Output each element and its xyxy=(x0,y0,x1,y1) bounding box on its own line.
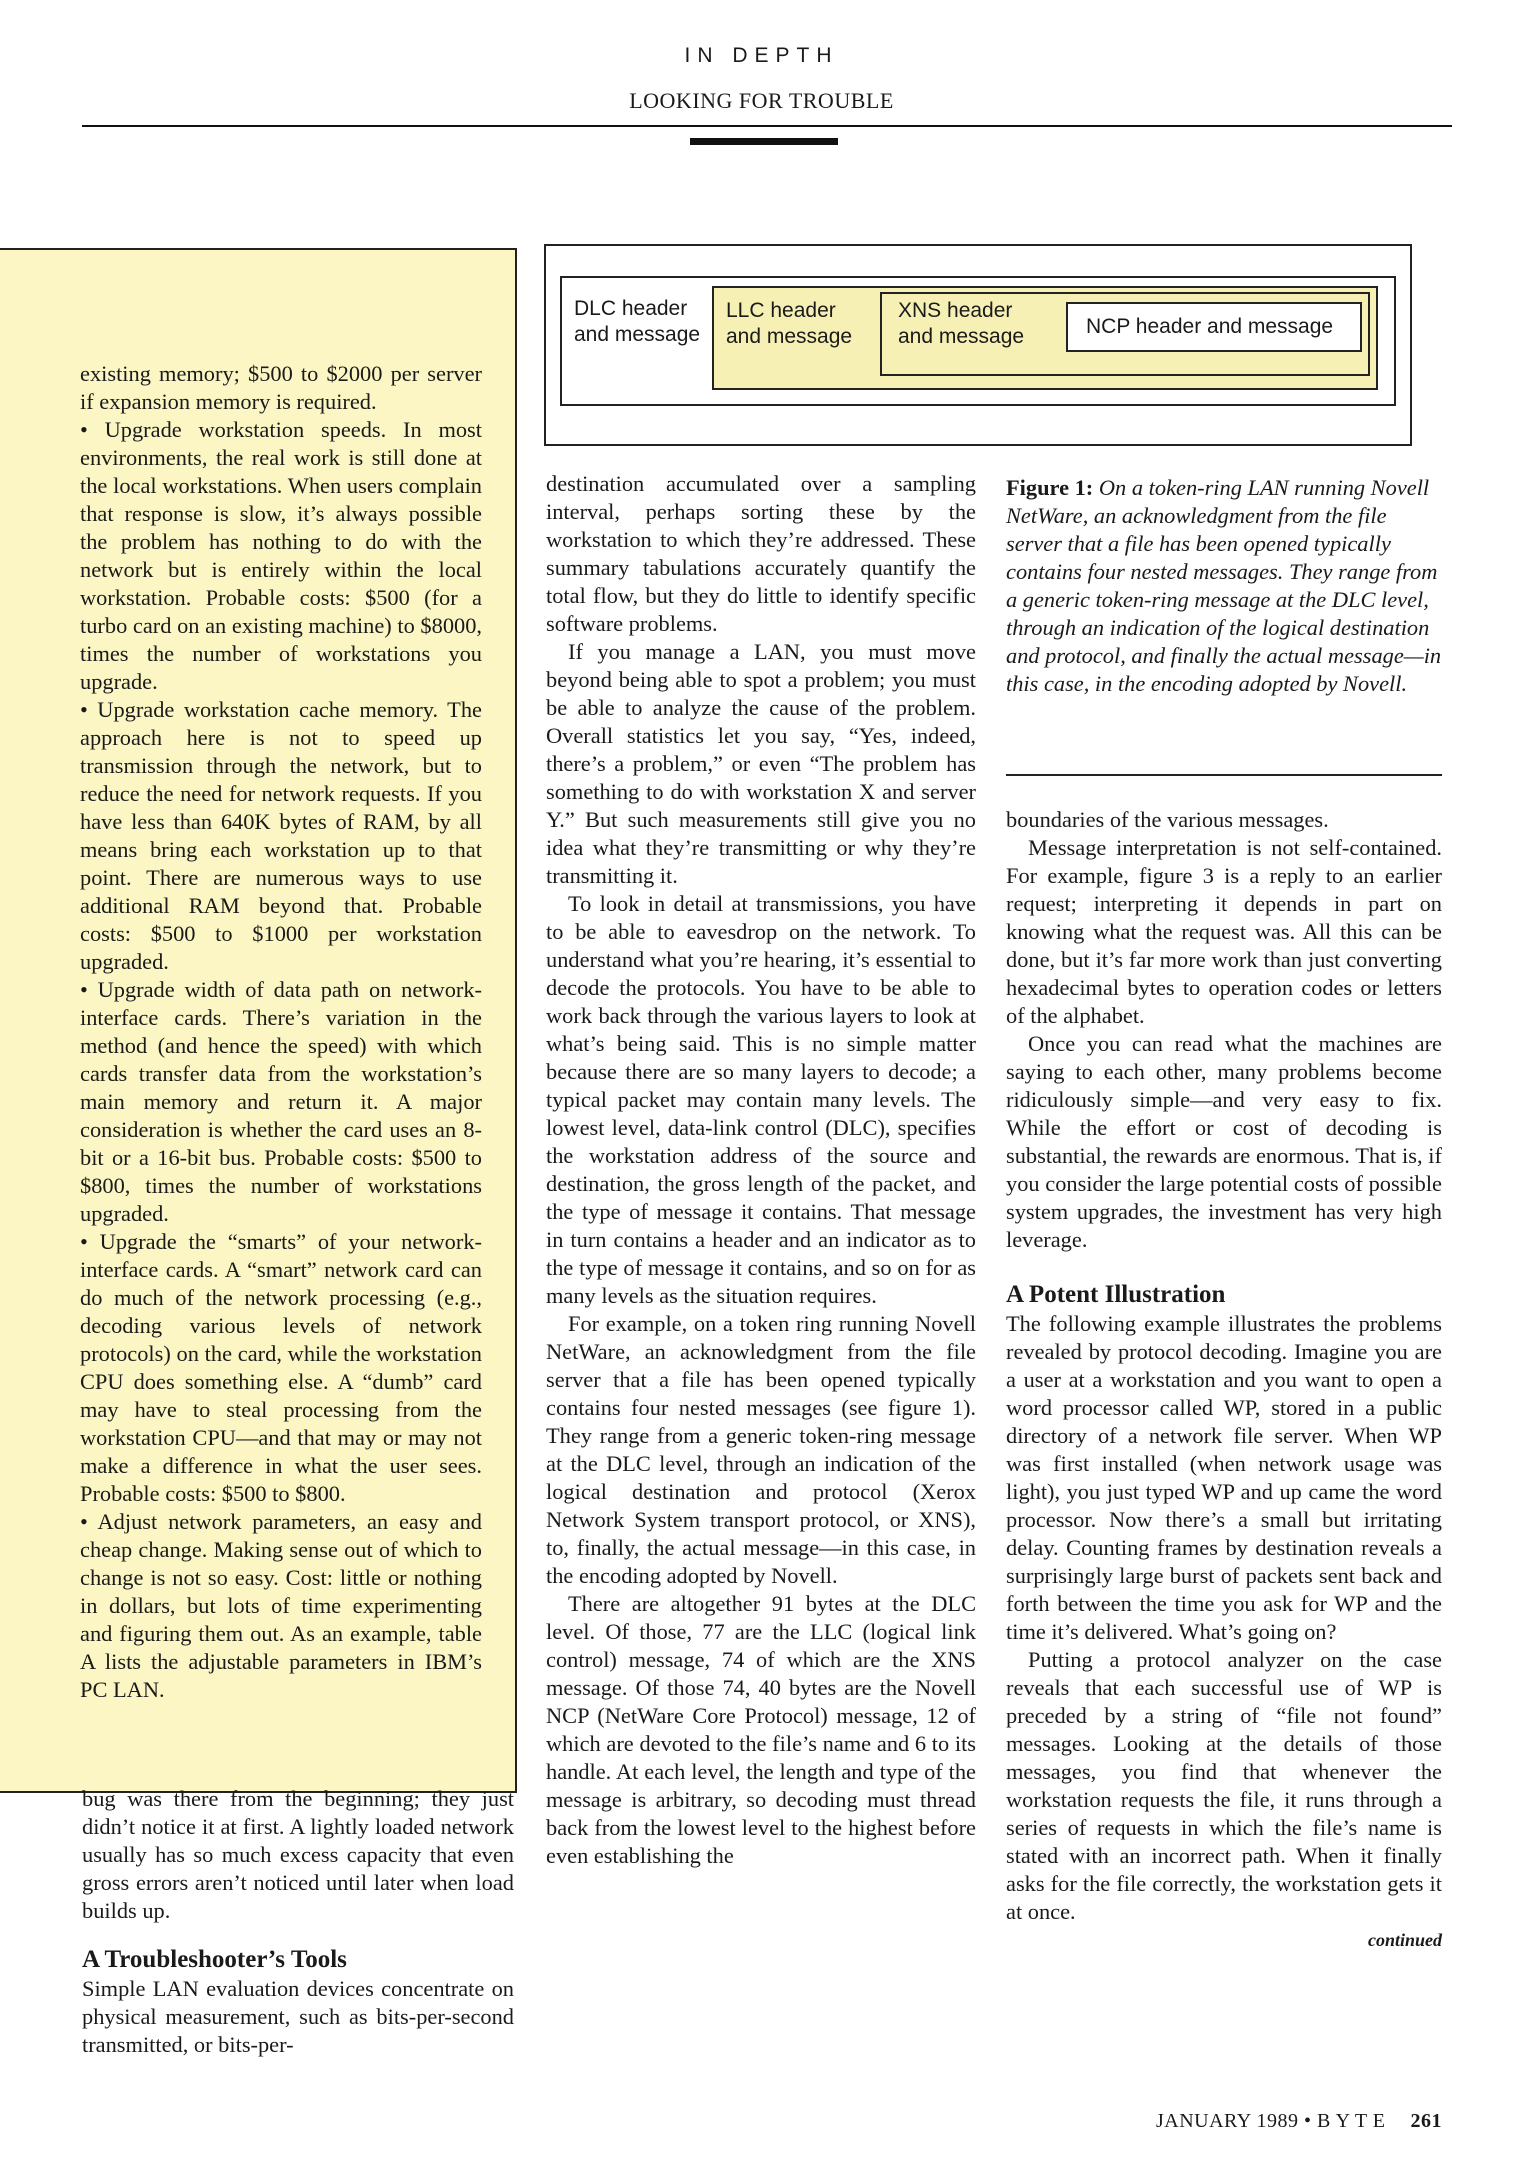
sidebar-box xyxy=(0,248,517,1793)
header-bar xyxy=(690,138,838,145)
body-paragraph: boundaries of the various messages. xyxy=(1006,807,1329,832)
subhead-potent-illustration: A Potent Illustration xyxy=(1006,1281,1226,1308)
continued-label: continued xyxy=(1367,1930,1442,1950)
body-paragraph: Simple LAN evaluation devices concentrate on physical measurement, such as bits-per-second transmitted, or bits-per- xyxy=(82,1976,514,2057)
caption-text: On a token-ring LAN running Novell NetWare, an acknowledgment from the file server that a file has been opened typically contains four nested messages. They range from a generic token-ring message at the DLC level, through an indication of the logical destination and protocol, and finally the actual message—in this case, in the encoding adopted by Novell. xyxy=(1006,475,1442,696)
caption-rule xyxy=(1006,774,1442,776)
body-paragraph: The following example illustrates the problems revealed by protocol decoding. Imagine you are a user at a workstation and you want to open a word processor called WP, stored in a public directory of a network file server. When WP was first installed (when network usage was light), you just typed WP and up came the word processor. Now there’s a small but irritating delay. Counting frames by destination reveals a surprisingly large burst of packets sent back and forth between the time you ask for WP and the time it’s delivered. What’s going on? xyxy=(1006,1311,1442,1644)
page-footer xyxy=(1010,2110,1442,2133)
body-paragraph: Message interpretation is not self-contained. For example, figure 3 is a reply to an earlier request; interpreting it depends in part on knowing what the request was. All this can be done, but it’s far more work than just converting hexadecimal bytes to operation codes or letters of the alphabet. xyxy=(1006,835,1442,1028)
sidebar-text xyxy=(80,360,482,1704)
body-paragraph: To look in detail at transmissions, you have to be able to eavesdrop on the network. To understand what you’re hearing, it’s essential to decode the protocols. You have to be able to work back through the various layers to look at what’s being said. This is no simple matter because there are so many layers to decode; a typical packet may contain many levels. The lowest level, data-link control (DLC), specifies the workstation address of the source and destination, the gross length of the packet, and the type of message it contains. That message in turn contains a header and an indicator as to the type of message it contains, and so on for as many levels as the situation requires. xyxy=(546,891,976,1308)
body-paragraph: There are altogether 91 bytes at the DLC level. Of those, 77 are the LLC (logical link control) message, 74 of which are the XNS message. Of those 74, 40 bytes are the Novell NCP (NetWare Core Protocol) message, 12 of which are devoted to the file’s name and 6 to its handle. At each level, the length and type of the message is arbitrary, so decoding must thread back from the lowest level to the highest before even establishing the xyxy=(546,1591,976,1868)
figure-1-caption xyxy=(1006,474,1442,698)
sidebar-paragraph: • Upgrade workstation speeds. In most environments, the real work is still done at the local workstations. When users complain that response is slow, it’s always possible the problem has nothing to do with the network but is entirely within the local workstation. Probable costs: $500 (for a turbo card on an existing machine) to $8000, times the number of workstations you upgrade. xyxy=(80,417,482,694)
body-column-3 xyxy=(1006,806,1442,1954)
body-paragraph: destination accumulated over a sampling interval, perhaps sorting these by the workstation to which they’re addressed. These summary tabulations accurately quantify the total flow, but they do little to identify specific software problems. xyxy=(546,471,976,636)
body-paragraph: bug was there from the beginning; they just didn’t notice it at first. A lightly loaded network usually has so much excess capacity that even gross errors aren’t noticed until later when load builds up. xyxy=(82,1786,514,1923)
sidebar-paragraph: • Upgrade width of data path on network-interface cards. There’s variation in the method (and hence the speed) with which cards transfer data from the workstation’s main memory and return it. A major consideration is whether the card uses an 8-bit or a 16-bit bus. Probable costs: $500 to $800, times the number of workstations upgraded. xyxy=(80,977,482,1226)
sidebar-paragraph: • Upgrade the “smarts” of your network-interface cards. A “smart” network card can do much of the network processing (e.g., decoding various levels of network protocols) on the card, while the workstation CPU does something else. A “dumb” card may have to steal processing from the workstation CPU—and that may or may not make a difference in what the user sees. Probable costs: $500 to $800. xyxy=(80,1229,482,1506)
header-rule xyxy=(82,125,1452,127)
body-paragraph: For example, on a token ring running Novell NetWare, an acknowledgment from the file server that a file has been opened typically contains four nested messages (see figure 1). They range from a generic token-ring message at the DLC level, through an indication of the logical destination and protocol (Xerox Network System transport protocol, or XNS), to, finally, the actual message—in this case, in the encoding adopted by Novell. xyxy=(546,1311,976,1588)
body-paragraph: Once you can read what the machines are saying to each other, many problems become ridiculously simple—and very easy to fix. While the effort or cost of decoding is substantial, the rewards are enormous. That is, if you consider the large potential costs of possible system upgrades, the investment has very high leverage. xyxy=(1006,1031,1442,1252)
ncp-layer xyxy=(1066,302,1362,352)
dlc-layer-box xyxy=(560,276,1396,406)
body-paragraph: If you manage a LAN, you must move beyond being able to spot a problem; you must be able to analyze the cause of the problem. Overall statistics let you say, “Yes, indeed, there’s a problem,” or even “The problem has something to do with workstation X and server Y.” But such measurements still give you no idea what they’re transmitting or why they’re transmitting it. xyxy=(546,639,976,888)
body-column-2 xyxy=(546,470,976,1870)
running-head-title: LOOKING FOR TROUBLE xyxy=(629,88,894,113)
llc-label: LLC header and message xyxy=(726,299,853,348)
figure-1-diagram xyxy=(544,244,1412,446)
page-number: 261 xyxy=(1410,2110,1442,2132)
dlc-label: DLC header and message xyxy=(574,297,701,346)
ncp-label: NCP header and message xyxy=(1086,315,1334,338)
section-label: IN DEPTH xyxy=(684,44,839,67)
caption-label: Figure 1: xyxy=(1006,475,1094,500)
sidebar-paragraph: existing memory; $500 to $2000 per server if expansion memory is required. xyxy=(80,361,482,414)
body-paragraph: Putting a protocol analyzer on the case reveals that each successful use of WP is preceded by a string of “file not found” messages. Looking at the details of those messages, you find that whenever the workstation requests the file, it runs through a series of requests in which the file’s name is stated with an incorrect path. When it finally asks for the file correctly, the workstation gets it at once. xyxy=(1006,1647,1442,1924)
sidebar-paragraph: • Adjust network parameters, an easy and cheap change. Making sense out of which to change is not so easy. Cost: little or nothing in dollars, but lots of time experimenting and figuring them out. As an example, table A lists the adjustable parameters in IBM’s PC LAN. xyxy=(80,1509,482,1702)
xns-label: XNS header and message xyxy=(898,299,1025,348)
sidebar-paragraph: • Upgrade workstation cache memory. The approach here is not to speed up transmission through the network, but to reduce the need for network requests. If you have less than 640K bytes of RAM, by all means bring each workstation up to that point. There are numerous ways to use additional RAM beyond that. Probable costs: $500 to $1000 per workstation upgraded. xyxy=(80,697,482,974)
subhead-troubleshooters-tools: A Troubleshooter’s Tools xyxy=(82,1946,347,1973)
footer-issue: JANUARY 1989 • B Y T E xyxy=(1155,2110,1386,2132)
body-column-1 xyxy=(82,1785,514,2059)
